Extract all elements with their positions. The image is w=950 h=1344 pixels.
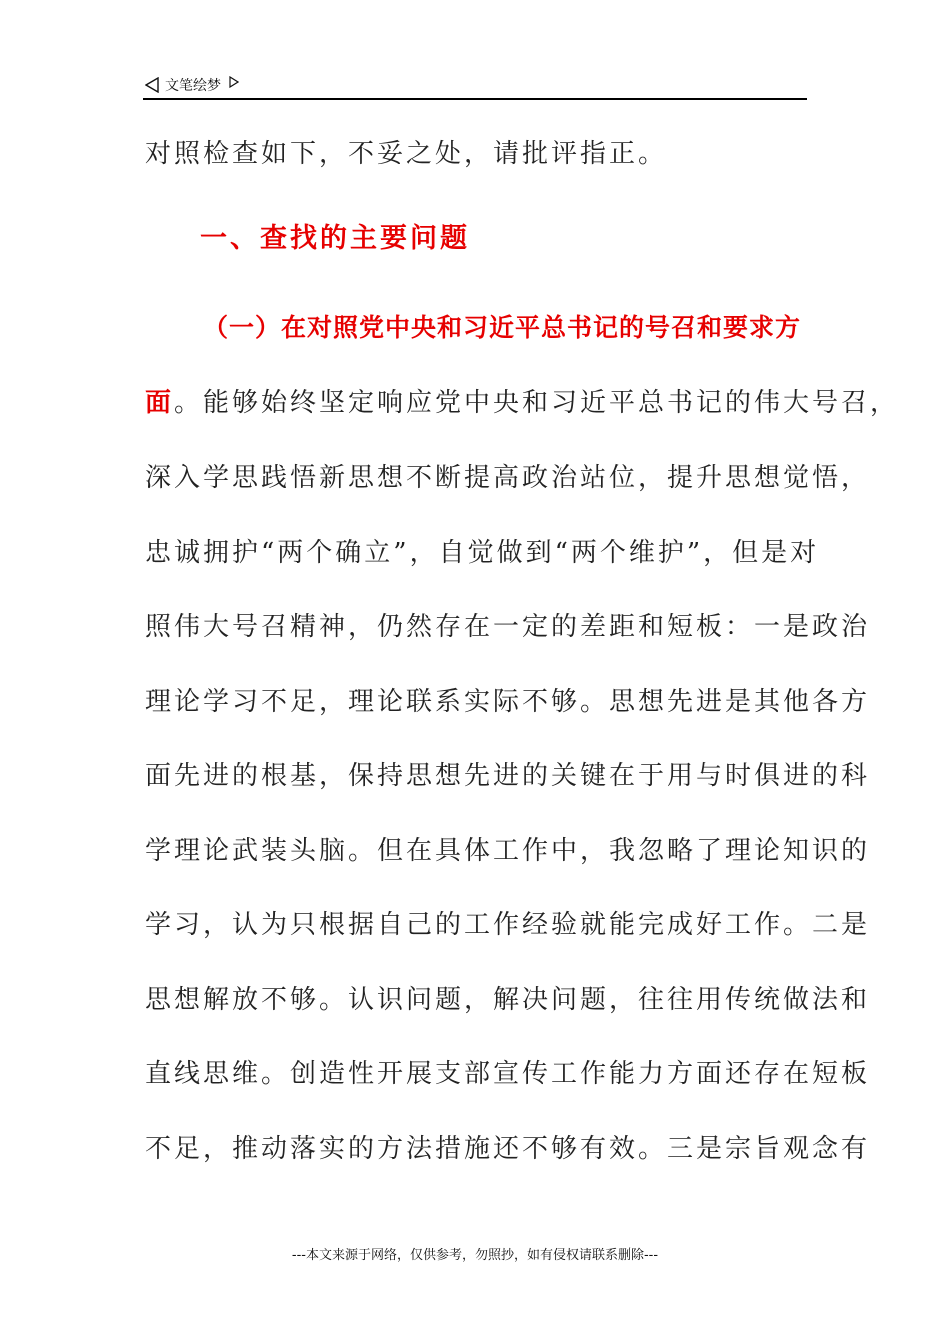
subsection-title-tail: 面 [145, 388, 175, 418]
paragraph-line-first-text: 。能够始终坚定响应党中央和习近平总书记的伟大号召， [174, 388, 900, 418]
intro-line: 对照检查如下，不妥之处，请批评指正。 [145, 139, 668, 169]
triangle-left-outline-icon [145, 77, 159, 93]
paragraph-line: 直线思维。创造性开展支部宣传工作能力方面还存在短板 [145, 1059, 871, 1089]
paragraph-line: 照伟大号召精神，仍然存在一定的差距和短板：一是政治 [145, 612, 871, 642]
paragraph-line-first [145, 387, 899, 419]
triangle-right-outline-icon [229, 76, 239, 88]
page-header [143, 72, 807, 100]
paragraph-line: 深入学思践悟新思想不断提高政治站位，提升思想觉悟， [145, 463, 871, 493]
paragraph-line: 思想解放不够。认识问题，解决问题，往往用传统做法和 [145, 985, 871, 1015]
subsection-title-line1: （一）在对照党中央和习近平总书记的号召和要求方 [203, 313, 802, 342]
header-brand-group [145, 74, 239, 96]
paragraph-line: 面先进的根基，保持思想先进的关键在于用与时俱进的科 [145, 761, 871, 791]
paragraph-line: 理论学习不足，理论联系实际不够。思想先进是其他各方 [145, 687, 871, 717]
paragraph-line: 学习，认为只根据自己的工作经验就能完成好工作。二是 [145, 910, 871, 940]
section-heading: 一、查找的主要问题 [200, 223, 470, 254]
paragraph-line: 学理论武装头脑。但在具体工作中，我忽略了理论知识的 [145, 836, 871, 866]
paragraph-line: 不足，推动落实的方法措施还不够有效。三是宗旨观念有 [145, 1134, 871, 1164]
paragraph-line: 忠诚拥护“两个确立”，自觉做到“两个维护”，但是对 [145, 538, 820, 568]
footer-disclaimer: ---本文来源于网络，仅供参考，勿照抄，如有侵权请联系删除--- [291, 1248, 659, 1263]
header-brand-text: 文笔绘梦 [165, 78, 221, 94]
